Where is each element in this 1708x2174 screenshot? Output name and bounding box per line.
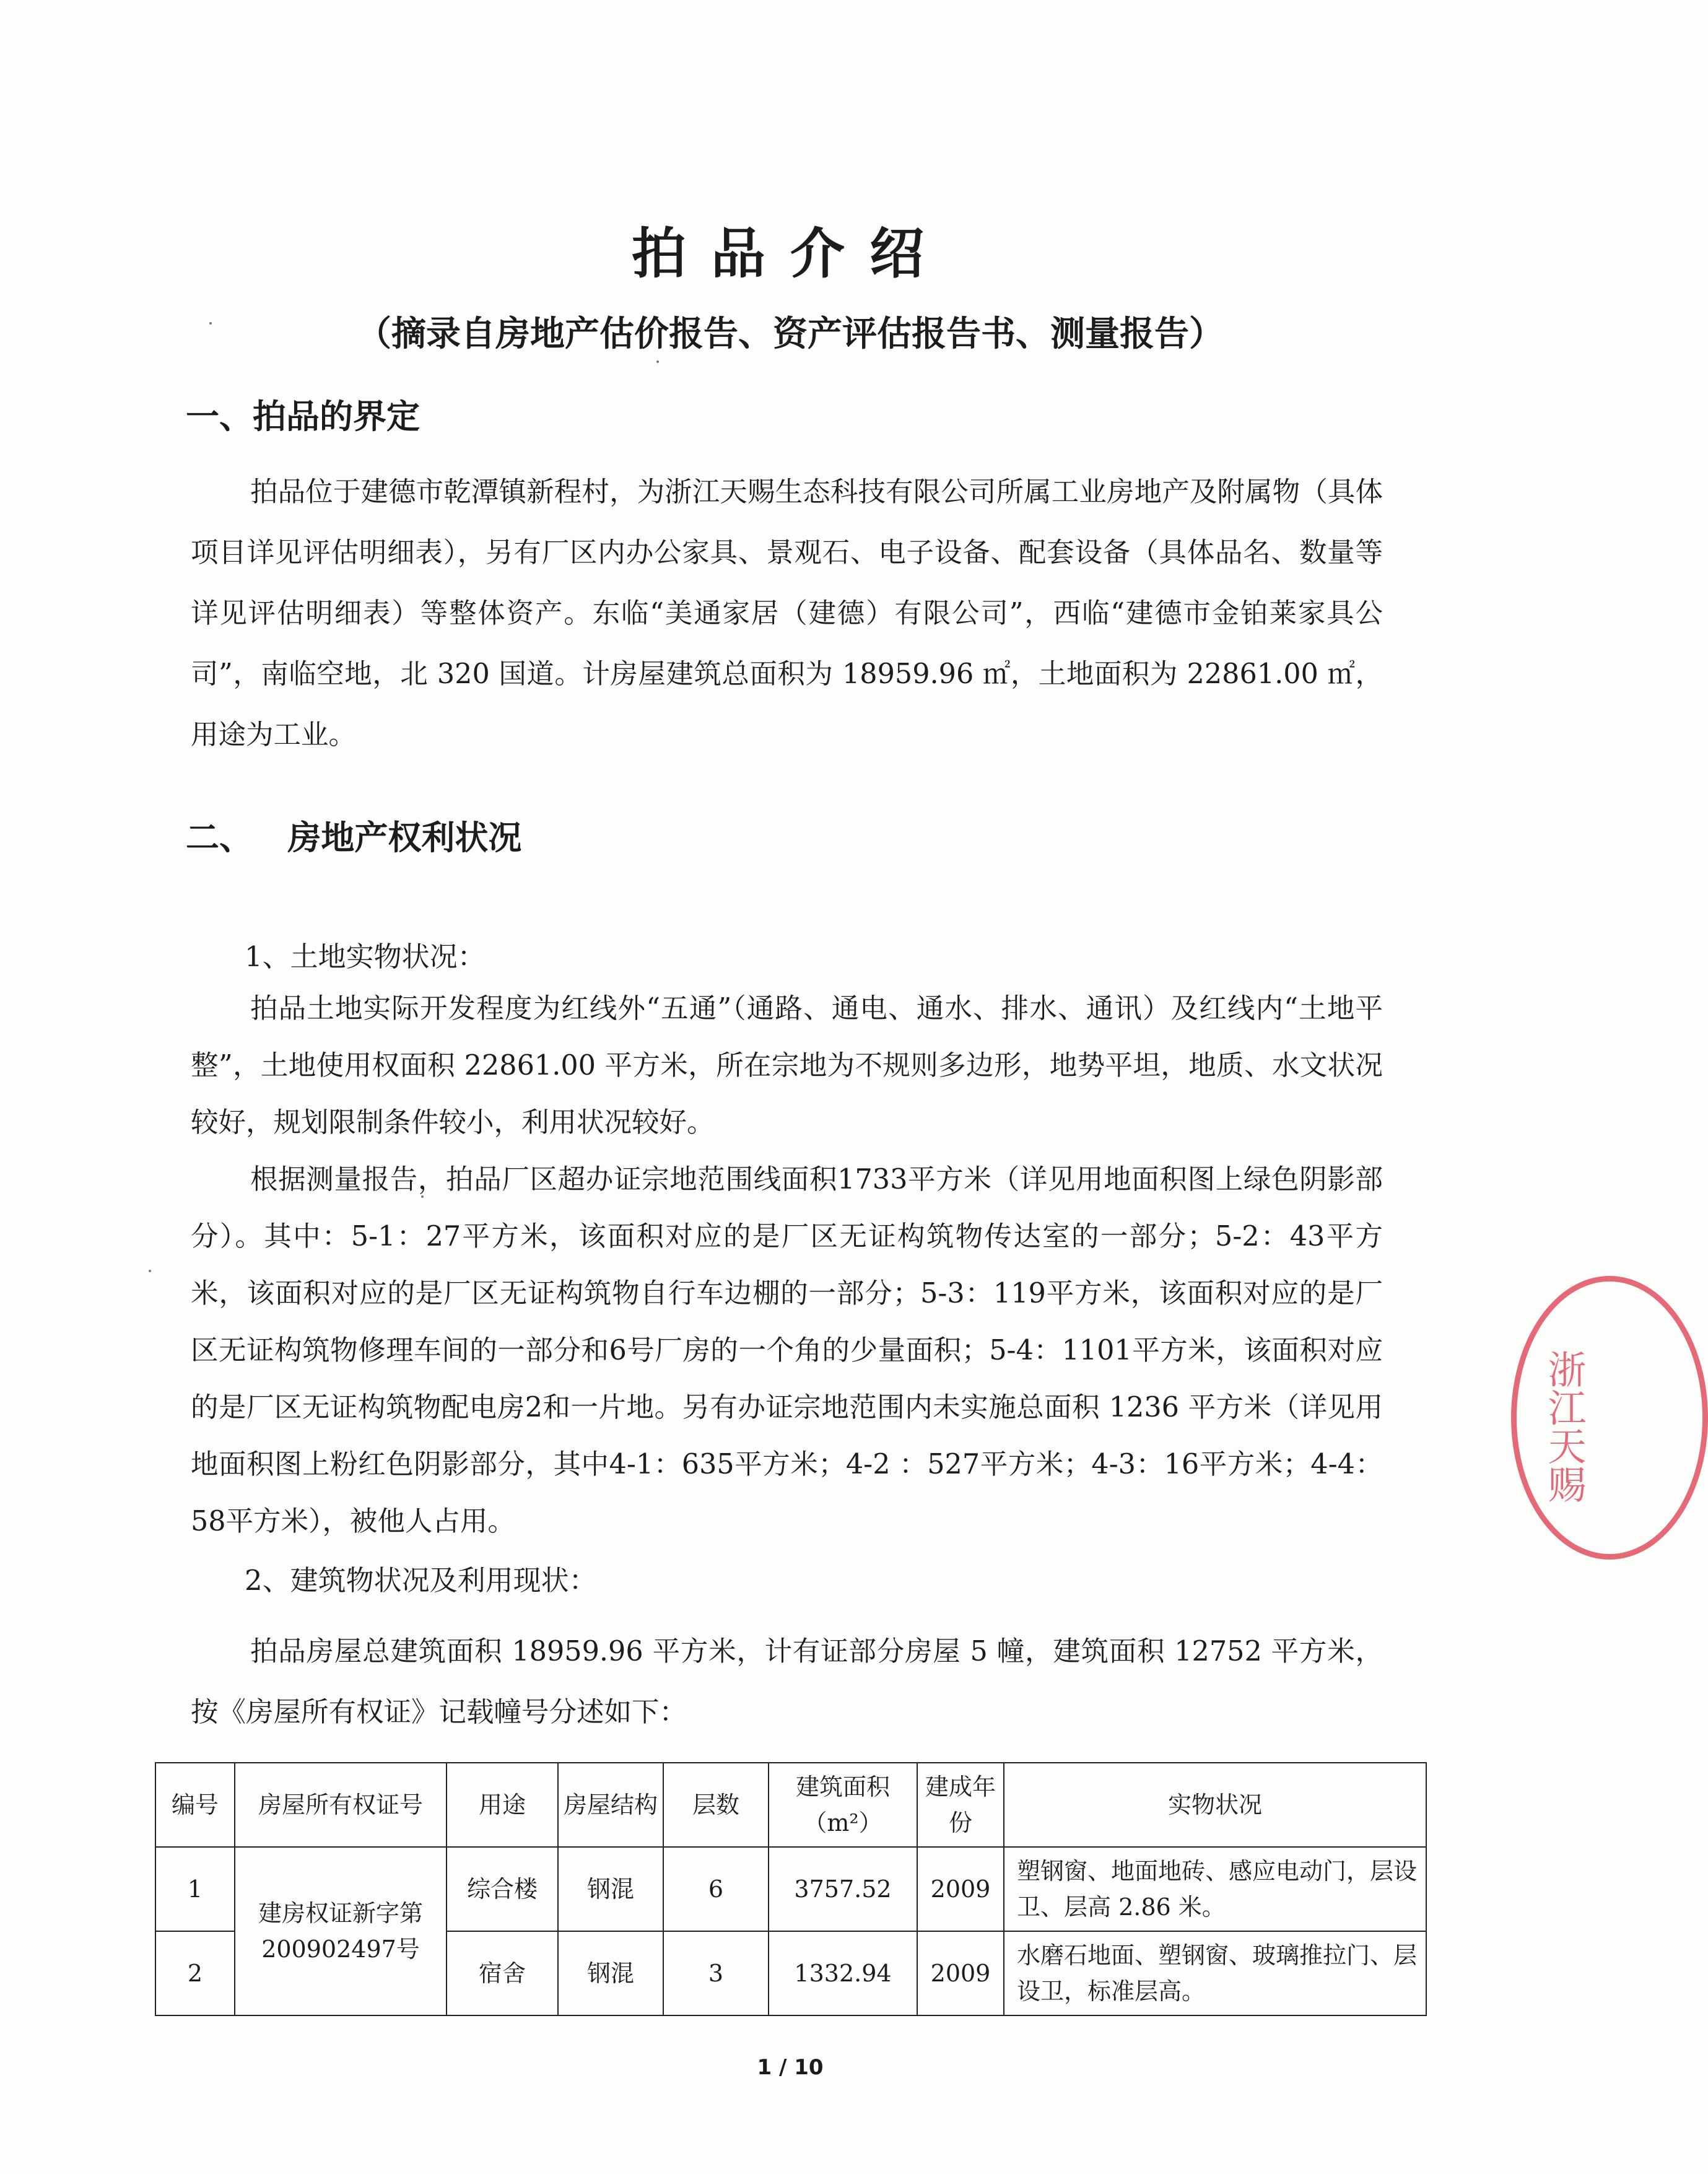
cell-floors: 6 [663, 1847, 769, 1931]
cell-year: 2009 [917, 1931, 1004, 2015]
section-1-paragraph: 拍品位于建德市乾潭镇新程村，为浙江天赐生态科技有限公司所属工业房地产及附属物（具体项目详见评估明细表），另有厂区内办公家具、景观石、电子设备、配套设备（具体品名、数量等详见评估明细表）等整体资产。东临“美通家居（建德）有限公司”，西临“建德市金铂莱家具公司”，南临空地，北 320 国道。计房屋建筑总面积为 18959.96 ㎡，土地面积为 22861.00 ㎡，用途为工业。 [191, 476, 1383, 751]
section-2-heading: 二、 房地产权利状况 [186, 818, 522, 857]
table-row [155, 1847, 1426, 1931]
scan-speck [421, 1195, 424, 1198]
page-number: 1 / 10 [757, 2055, 824, 2080]
header-cell-condition: 实物状况 [1004, 1763, 1426, 1847]
header-cell-number: 编号 [155, 1763, 235, 1847]
building-table [155, 1762, 1426, 2016]
cell-use: 宿舍 [447, 1931, 558, 2015]
document-title: 拍品介绍 [631, 222, 949, 286]
scan-speck [209, 322, 212, 325]
scan-speck [656, 360, 659, 363]
cell-number: 1 [155, 1847, 235, 1931]
land-status-subheading: 1、土地实物状况： [245, 940, 486, 973]
section-1-heading: 一、拍品的界定 [186, 397, 420, 436]
cell-year: 2009 [917, 1847, 1004, 1931]
cell-condition: 水磨石地面、塑钢窗、玻璃推拉门、层设卫，标准层高。 [1004, 1931, 1426, 2015]
land-status-paragraph: 拍品土地实际开发程度为红线外“五通”（通路、通电、通水、排水、通讯）及红线内“土地平整”，土地使用权面积 22861.00 平方米，所在宗地为不规则多边形，地势平坦，地质、水文状况较好，规划限制条件较小，利用状况较好。 [191, 993, 1383, 1138]
cell-structure: 钢混 [558, 1847, 663, 1931]
header-cell-area: 建筑面积（m²） [769, 1763, 917, 1847]
header-cell-use: 用途 [447, 1763, 558, 1847]
cell-floors: 3 [663, 1931, 769, 2015]
header-cell-year: 建成年份 [917, 1763, 1004, 1847]
company-seal-stamp [1511, 1276, 1708, 1560]
header-cell-certificate: 房屋所有权证号 [235, 1763, 447, 1847]
survey-paragraph: 根据测量报告，拍品厂区超办证宗地范围线面积1733平方米（详见用地面积图上绿色阴影部分）。其中：5-1：27平方米，该面积对应的是厂区无证构筑物传达室的一部分；5-2：43平方米，该面积对应的是厂区无证构筑物自行车边棚的一部分；5-3：119平方米，该面积对应的是厂区无证构筑物修理车间的一部分和6号厂房的一个角的少量面积；5-4：1101平方米，该面积对应的是厂区无证构筑物配电房2和一片地。另有办证宗地范围内未实施总面积 1236 平方米（详见用地面积图上粉红色阴影部分，其中4-1：635平方米；4-2 ：527平方米；4-3：16平方米；4-4：58平方米），被他人占用。 [191, 1164, 1383, 1537]
cell-number: 2 [155, 1931, 235, 2015]
header-cell-floors: 层数 [663, 1763, 769, 1847]
header-cell-structure: 房屋结构 [558, 1763, 663, 1847]
building-paragraph: 拍品房屋总建筑面积 18959.96 平方米，计有证部分房屋 5 幢，建筑面积 12752 平方米，按《房屋所有权证》记载幢号分述如下： [191, 1636, 1383, 1728]
table-header-row [155, 1763, 1426, 1847]
seal-text: 浙江天赐 [1541, 1350, 1587, 1503]
building-status-subheading: 2、建筑物状况及利用现状： [245, 1564, 597, 1597]
cell-certificate: 建房权证新字第200902497号 [235, 1847, 447, 2015]
cell-use: 综合楼 [447, 1847, 558, 1931]
cell-structure: 钢混 [558, 1931, 663, 2015]
cell-area: 1332.94 [769, 1931, 917, 2015]
cell-area: 3757.52 [769, 1847, 917, 1931]
document-subtitle: （摘录自房地产估价报告、资产评估报告书、测量报告） [357, 314, 1224, 354]
cell-condition: 塑钢窗、地面地砖、感应电动门，层设卫、层高 2.86 米。 [1004, 1847, 1426, 1931]
scan-speck [149, 1270, 151, 1272]
